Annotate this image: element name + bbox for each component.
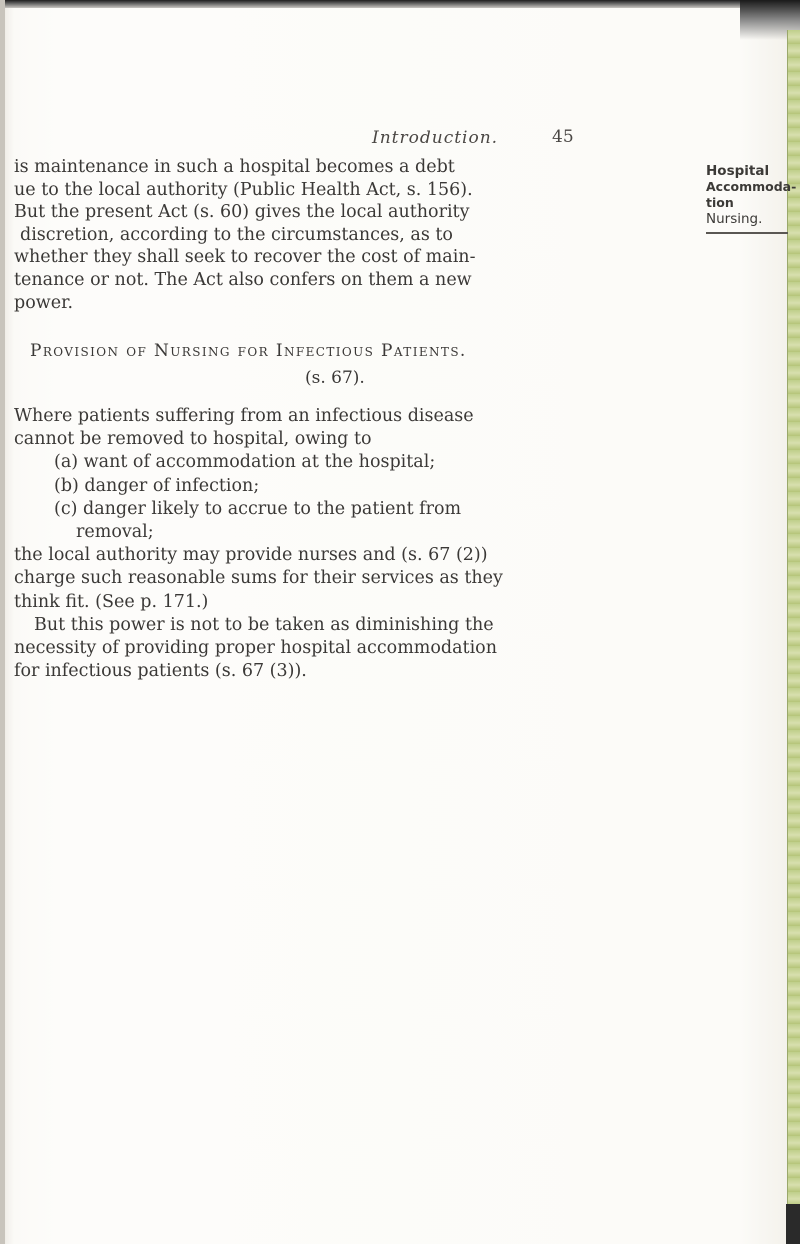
- paragraph-hospital-maintenance: [14, 156, 692, 314]
- page-left-edge: [0, 0, 5, 1244]
- text-line: power.: [14, 292, 74, 313]
- text-line: for infectious patients (s. 67 (3)).: [14, 661, 307, 682]
- page-top-shadow: [0, 0, 800, 8]
- text-line: necessity of providing proper hospital accommodation: [14, 638, 497, 659]
- running-title: Introduction.: [372, 128, 499, 148]
- margin-note-rule: [706, 232, 788, 234]
- page-number: 45: [552, 127, 574, 147]
- text-line: think fit. (See p. 171.): [14, 591, 209, 612]
- margin-note-line: tion: [706, 195, 734, 210]
- text-line: charge such reasonable sums for their services as they: [14, 568, 503, 589]
- text-line: Where patients suffering from an infectious disease: [14, 406, 474, 426]
- paragraph-infectious-nursing: [14, 405, 704, 683]
- list-item: (c) danger likely to accrue to the patient from: [54, 498, 462, 519]
- list-item-continuation: removal;: [76, 522, 154, 543]
- text-line: But this power is not to be taken as diminishing the: [34, 614, 494, 635]
- list-item: (b) danger of infection;: [54, 475, 260, 496]
- section-heading: Provision of Nursing for Infectious Patients.: [30, 341, 467, 361]
- margin-note: [706, 163, 796, 227]
- text-line: cannot be removed to hospital, owing to: [14, 429, 372, 450]
- margin-note-line: Accommoda-: [706, 179, 797, 194]
- text-line: is maintenance in such a hospital becomes a debt: [14, 157, 455, 177]
- text-line: the local authority may provide nurses and (s. 67 (2)): [14, 545, 488, 566]
- margin-note-line: Nursing.: [706, 211, 763, 227]
- text-line: tenance or not. The Act also confers on them a new: [14, 269, 472, 290]
- text-line: ue to the local authority (Public Health Act, s. 156).: [14, 179, 473, 200]
- book-binding-bottom: [786, 1204, 800, 1244]
- text-line: discretion, according to the circumstances, as to: [20, 224, 453, 245]
- text-line: But the present Act (s. 60) gives the local authority: [14, 202, 470, 223]
- text-line: whether they shall seek to recover the cost of main-: [14, 247, 476, 268]
- section-subheading: (s. 67).: [305, 368, 365, 388]
- list-item: (a) want of accommodation at the hospital;: [54, 452, 436, 473]
- margin-note-line: Hospital: [706, 163, 770, 179]
